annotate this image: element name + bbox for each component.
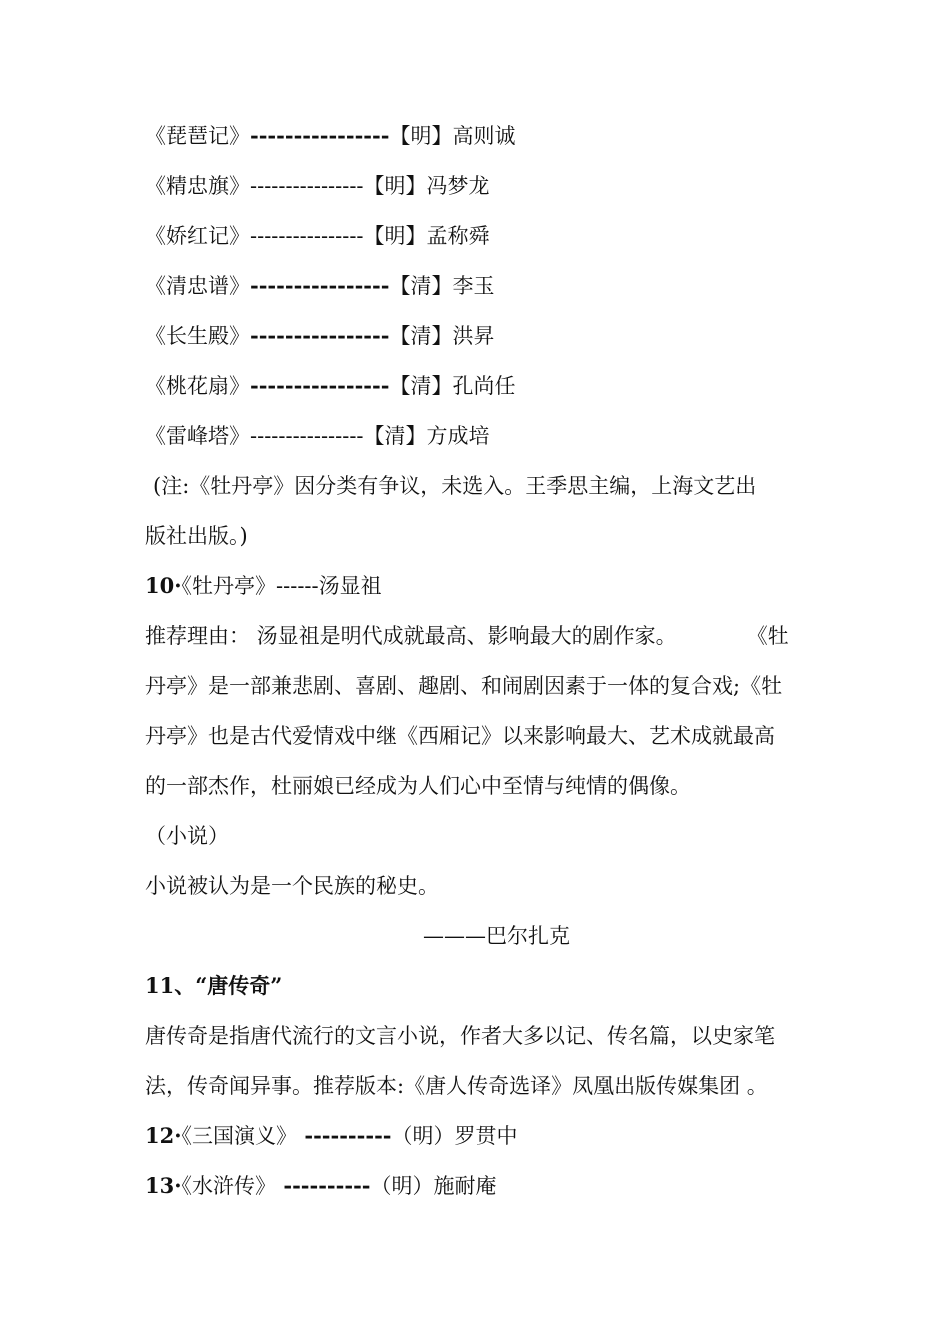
author-name: 洪昇 (452, 324, 495, 348)
dash-separator: ---------- (276, 1173, 371, 1198)
play-title: 《琵琶记》 (145, 124, 250, 148)
item-11-description: 法，传奇闻异事。推荐版本:《唐人传奇选译》凤凰出版传媒集团 。 (145, 1074, 768, 1098)
author-name: 孟称舜 (426, 224, 490, 248)
play-title: 《雷峰塔》 (145, 424, 250, 448)
item-11-heading: 11、“唐传奇” (145, 973, 283, 998)
play-title: 《娇红记》 (145, 224, 250, 248)
author-name: 高则诚 (452, 124, 516, 148)
dynasty-label: 【清】 (389, 324, 453, 348)
dash-separator: ---------------- (250, 123, 390, 148)
item-11-description: 唐传奇是指唐代流行的文言小说，作者大多以记、传名篇，以史家笔 (145, 1024, 775, 1048)
item-10-heading (145, 561, 810, 611)
play-title: 《清忠谱》 (145, 274, 250, 298)
author-name: 罗贯中 (454, 1124, 518, 1148)
play-title: 《桃花扇》 (145, 374, 250, 398)
dynasty-label: 【清】 (363, 424, 427, 448)
reason-text: 推荐理由： 汤显祖是明代成就最高、影响最大的剧作家。 (145, 624, 677, 648)
quote-text: 小说被认为是一个民族的秘史。 (145, 874, 439, 898)
play-entry (145, 161, 810, 211)
dynasty-label: 【清】 (389, 274, 453, 298)
dynasty-label: （明） (370, 1174, 434, 1198)
item-title: 《三国演义》 (181, 1124, 298, 1148)
author-name: 冯梦龙 (426, 174, 490, 198)
item-number: 10· (145, 573, 182, 598)
reason-text: 《牡 (746, 624, 789, 648)
play-entry (145, 111, 810, 161)
reason-line: 丹亭》也是古代爱情戏中继《西厢记》以来影响最大、艺术成就最高 (145, 724, 775, 748)
dash-separator: ---------------- (250, 174, 364, 198)
reason-line (145, 611, 810, 661)
dash-separator: ---------------- (250, 224, 364, 248)
quote-attribution: ———巴尔扎克 (423, 924, 570, 948)
note-line: (注:《牡丹亭》因分类有争议，未选入。王季思主编，上海文艺出 (153, 474, 757, 498)
item-number: 12· (145, 1123, 182, 1148)
play-entry (145, 411, 810, 461)
author-name: 方成培 (426, 424, 490, 448)
item-title: 《水浒传》 (181, 1174, 277, 1198)
dynasty-label: 【清】 (389, 374, 453, 398)
play-title: 《精忠旗》 (145, 174, 250, 198)
author-name: 施耐庵 (433, 1174, 497, 1198)
play-entry (145, 211, 810, 261)
dash-separator: ---------------- (250, 424, 364, 448)
section-heading-novel: （小说） (145, 824, 229, 848)
item-title: 《牡丹亭》 (181, 574, 277, 598)
author-name: 汤显祖 (318, 574, 382, 598)
document-body (145, 111, 810, 1211)
dynasty-label: 【明】 (363, 224, 427, 248)
reason-line: 的一部杰作，杜丽娘已经成为人们心中至情与纯情的偶像。 (145, 774, 691, 798)
author-name: 李玉 (452, 274, 495, 298)
author-name: 孔尚任 (452, 374, 516, 398)
dynasty-label: 【明】 (389, 124, 453, 148)
play-entry (145, 311, 810, 361)
dash-separator: ---------------- (250, 273, 390, 298)
play-entry (145, 361, 810, 411)
item-12-entry (145, 1111, 810, 1161)
item-13-entry (145, 1161, 810, 1211)
reason-line: 丹亭》是一部兼悲剧、喜剧、趣剧、和闹剧因素于一体的复合戏;《牡 (145, 674, 783, 698)
play-title: 《长生殿》 (145, 324, 250, 348)
dash-separator: ---------------- (250, 323, 390, 348)
play-entry (145, 261, 810, 311)
dash-separator: ---------------- (250, 373, 390, 398)
dynasty-label: 【明】 (363, 174, 427, 198)
dynasty-label: （明） (391, 1124, 455, 1148)
item-number: 13· (145, 1173, 182, 1198)
dash-separator: ------ (276, 574, 319, 598)
note-line: 版社出版。) (145, 524, 248, 548)
dash-separator: ---------- (297, 1123, 392, 1148)
